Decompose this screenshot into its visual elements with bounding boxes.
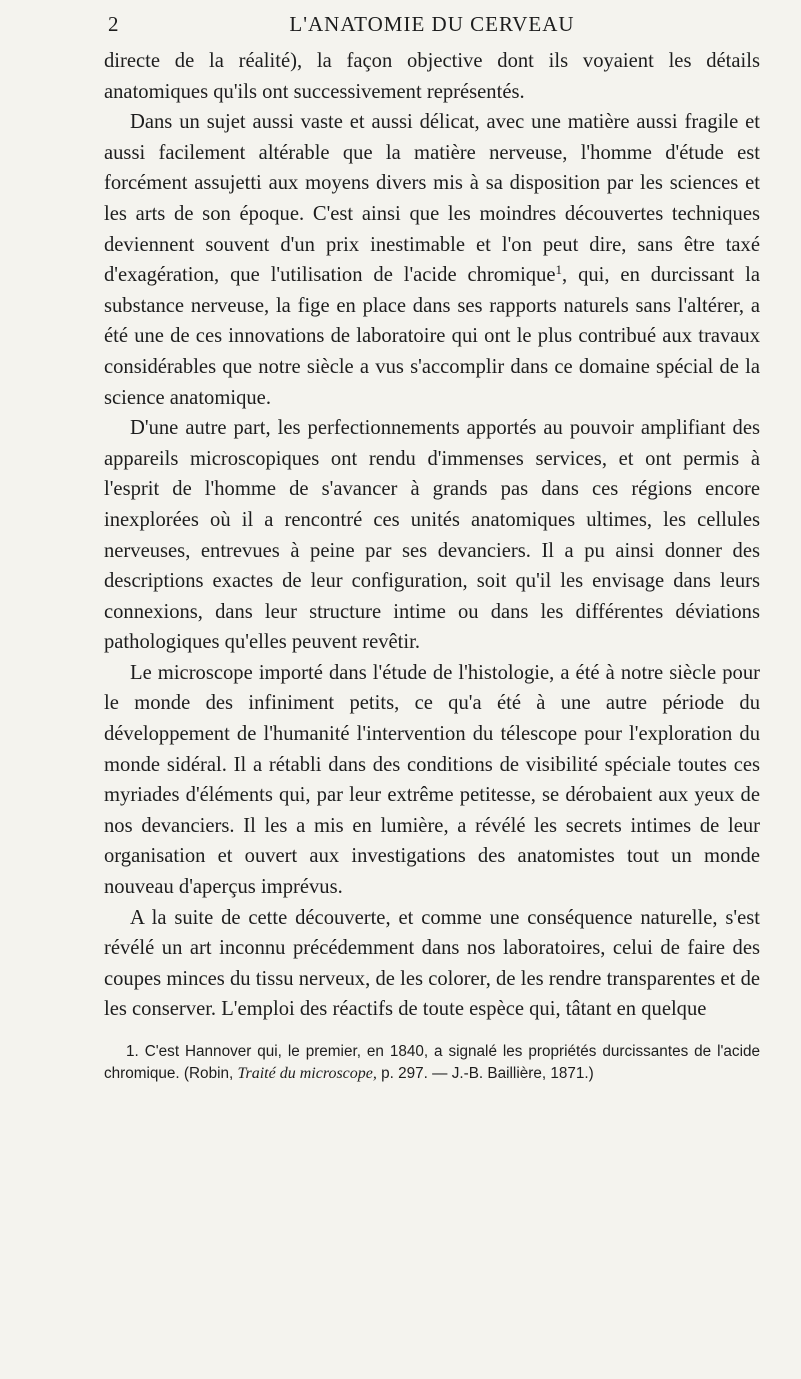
paragraph-1: directe de la réalité), la façon objective dont ils voyaient les détails anatomiques qu'ils ont successivement représentés.	[104, 50, 760, 103]
page-number: 2	[108, 12, 120, 36]
footnote-work-title: Traité du microscope,	[237, 1065, 377, 1082]
paragraph-4: Le microscope importé dans l'étude de l'histologie, a été à notre siècle pour le monde des infiniment petits, ce qu'a été à une autre période du développement de l'humanité l'intervention du télescope pour l'exploration du monde sidéral. Il a rétabli dans des conditions de visibilité spéciale toutes ces myriades d'éléments qui, par leur extrême petitesse, se dérobaient aux yeux de nos devanciers. Il les a mis en lumière, a révélé les secrets intimes de leur organisation et ouvert aux investigations des anatomistes tout un monde nouveau d'aperçus imprévus.	[104, 661, 760, 899]
page	[104, 8, 760, 1085]
running-head	[104, 8, 760, 46]
paragraph-2	[104, 107, 760, 413]
paragraph-2-text-a: Dans un sujet aussi vaste et aussi délicat, avec une matière aussi fragile et aussi facilement altérable que la matière nerveuse, l'homme d'étude est forcément assujetti aux moyens divers mis à sa disposition par les sciences et les arts de son époque. C'est ainsi que les moindres découvertes techniques deviennent souvent d'un prix inestimable et l'on peut dire, sans être taxé d'exagération, que l'utilisation de l'acide chromique	[104, 111, 760, 287]
footnote	[104, 1041, 760, 1085]
paragraph-2-text-b: , qui, en durcissant la substance nerveuse, la fige en place dans ses rapports naturels sans l'altérer, a été une de ces innovations de laboratoire qui ont le plus contribué aux travaux considérables que notre siècle a vus s'accomplir dans ce domaine spécial de la science anatomique.	[104, 264, 760, 409]
running-title: L'ANATOMIE DU CERVEAU	[289, 12, 575, 36]
paragraph-3: D'une autre part, les perfectionnements apportés au pouvoir amplifiant des appareils microscopiques ont rendu d'immenses services, et ont permis à l'esprit de l'homme de s'avancer à grands pas dans ces régions encore inexplorées où il a rencontré ces unités anatomiques ultimes, les cellules nerveuses, entrevues à peine par ses devanciers. Il a pu ainsi donner des descriptions exactes de leur configuration, soit qu'il les envisage dans leurs connexions, dans leur structure intime ou dans les différentes déviations pathologiques qu'elles peuvent revêtir.	[104, 417, 760, 654]
paragraph-5: A la suite de cette découverte, et comme une conséquence naturelle, s'est révélé un art inconnu précédemment dans nos laboratoires, celui de faire des coupes minces du tissu nerveux, de les colorer, de les rendre transparentes et de les conserver. L'emploi des réactifs de toute espèce qui, tâtant en quelque	[104, 906, 760, 1021]
footnote-text-a: 1. C'est Hannover qui, le premier, en 1840, a signalé les propriétés durcissantes de l'acide chromique. (Robin,	[104, 1043, 760, 1082]
footnote-reference: 1	[555, 262, 563, 278]
body-text	[104, 46, 760, 1025]
footnote-text-b: p. 297. — J.-B. Baillière, 1871.)	[381, 1065, 594, 1082]
